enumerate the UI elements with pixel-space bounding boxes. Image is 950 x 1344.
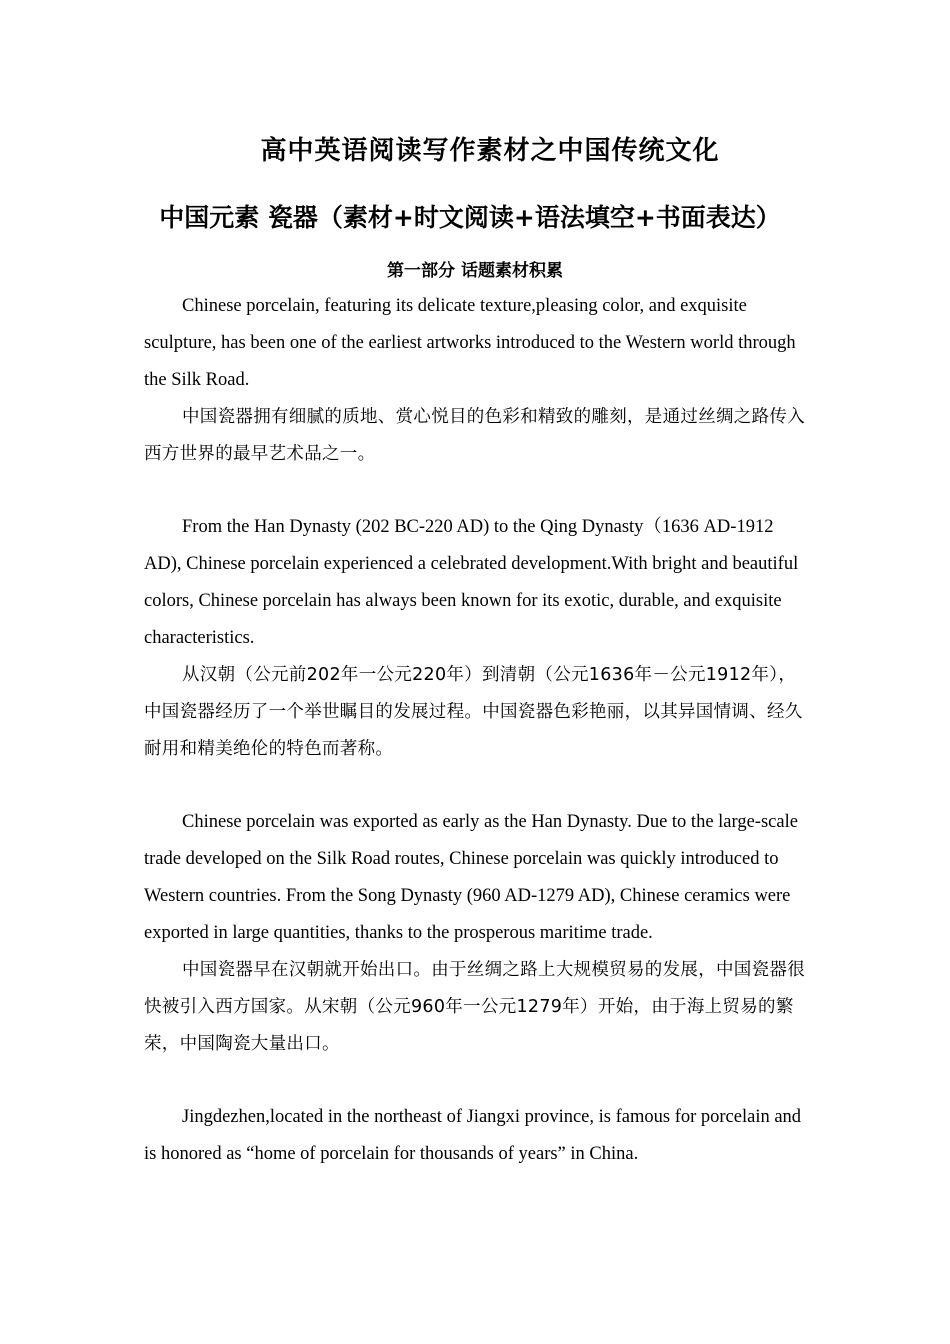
paragraph-english-3: Chinese porcelain was exported as early as the Han Dynasty. Due to the large-scale trade developed on the Silk Road routes, Chinese porcelain was quickly introduced to Western countries. From the Song Dynasty (960 AD-1279 AD), Chinese ceramics were exported in large quantities, thanks to the prosperous maritime trade.	[144, 812, 798, 943]
document-body	[144, 288, 806, 1173]
paragraph-chinese-1: 中国瓷器拥有细腻的质地、赏心悦目的色彩和精致的雕刻，是通过丝绸之路传入西方世界的最早艺术品之一。	[144, 407, 805, 464]
section-heading: 第一部分 话题素材积累	[387, 261, 563, 281]
paragraph-chinese-2: 从汉朝（公元前202年一公元220年）到清朝（公元1636年－公元1912年），中国瓷器经历了一个举世瞩目的发展过程。中国瓷器色彩艳丽，以其异国情调、经久耐用和精美绝伦的特色而著称。	[144, 665, 803, 759]
paragraph-spacer	[144, 768, 806, 804]
document-title: 高中英语阅读写作素材之中国传统文化	[260, 136, 720, 166]
paragraph-english-1: Chinese porcelain, featuring its delicate texture,pleasing color, and exquisite sculpture, has been one of the earliest artworks introduced to the Western world through the Silk Road.	[144, 296, 796, 390]
paragraph-spacer	[144, 473, 806, 509]
paragraph-chinese-3: 中国瓷器早在汉朝就开始出口。由于丝绸之路上大规模贸易的发展，中国瓷器很快被引入西方国家。从宋朝（公元960年一公元1279年）开始，由于海上贸易的繁荣，中国陶瓷大量出口。	[144, 960, 805, 1054]
paragraph-english-2: From the Han Dynasty (202 BC-220 AD) to the Qing Dynasty（1636 AD-1912 AD), Chinese porcelain experienced a celebrated development.With bright and beautiful colors, Chinese porcelain has always been known for its exotic, durable, and exquisite characteristics.	[144, 517, 799, 648]
paragraph-english-4: Jingdezhen,located in the northeast of Jiangxi province, is famous for porcelain and is honored as “home of porcelain for thousands of years” in China.	[144, 1107, 802, 1164]
document-subtitle: 中国元素 瓷器（素材+时文阅读+语法填空+书面表达）	[159, 203, 781, 232]
paragraph-spacer	[144, 1063, 806, 1099]
